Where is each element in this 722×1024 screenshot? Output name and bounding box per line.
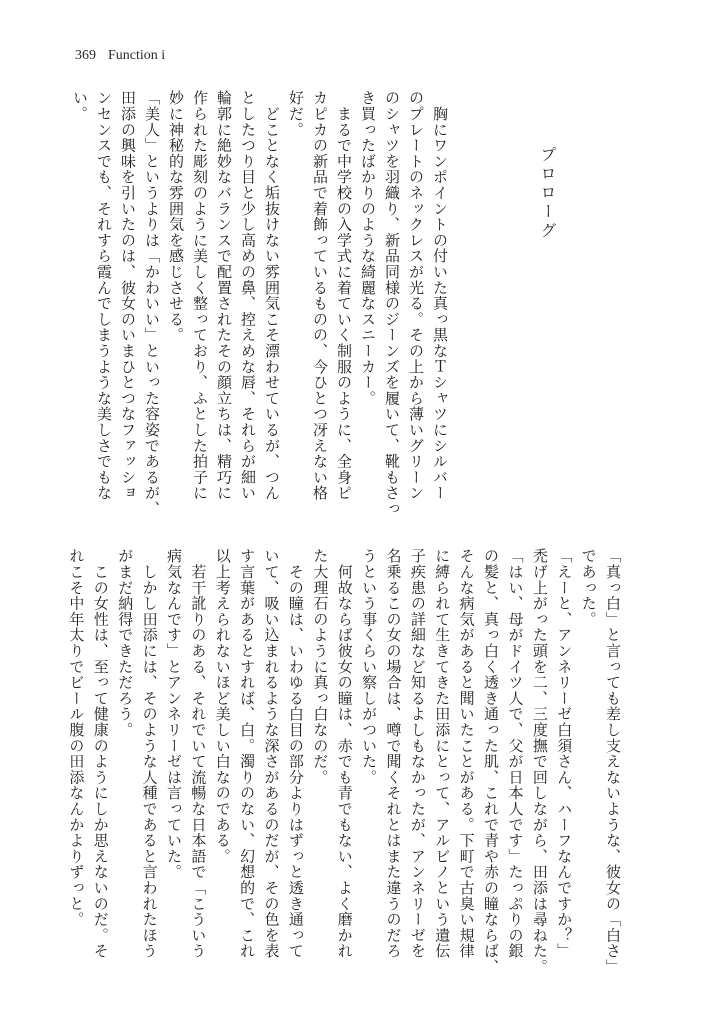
text-column: であった。 xyxy=(579,548,598,627)
text-column: まるで中学校の入学式に着ていく制服のように、全身ピ xyxy=(335,90,353,501)
text-column: た大理石のように真っ白なのだ。 xyxy=(311,548,330,785)
chapter-title: プロローグ xyxy=(538,146,557,241)
text-column: 「えーと、アンネリーゼ白須さん、ハーフなんですか？」 xyxy=(555,548,574,959)
text-column: 若干訛りのある、それでいて流暢な日本語で「こういう xyxy=(189,548,208,959)
text-column: 「真っ白」と言っても差し支えないような、彼女の「白さ」 xyxy=(604,548,622,975)
lower-text-block xyxy=(64,548,625,975)
text-column: ンセンスでも、それすら霞んでしまうような美しさでもな xyxy=(95,90,113,501)
text-column: そんな病気があると聞いたことがある。下町で古臭い規律 xyxy=(457,548,476,959)
text-column: す言葉があるとすれば、白。濁りのない、幻想的で、これ xyxy=(238,548,257,959)
text-column: 「はい、母がドイツ人で、父が日本人です」たっぷりの銀 xyxy=(506,548,525,959)
text-column: の髪と、真っ白く透き通った肌、これで青や赤の瞳ならば、 xyxy=(482,548,501,975)
text-column: 輪郭に絶妙なバランスで配置されたその顔立ちは、精巧に xyxy=(215,90,233,501)
running-header xyxy=(75,48,165,64)
text-column: き買ったばかりのような綺麗なスニーカー。 xyxy=(359,90,377,406)
text-column: れこそ中年太りでビール腹の田添なんかよりずっと。 xyxy=(67,548,86,928)
text-column: いて、吸い込まれるような深さがあるのだが、その色を表 xyxy=(262,548,281,959)
text-column: カピカの新品で着飾っているものの、今ひとつ冴えない格 xyxy=(311,90,329,501)
text-column: のプレートのネックレスが光る。その上から薄いグリーン xyxy=(407,90,425,501)
text-column: 胸にワンポイントの付いた真っ黒なＴシャツにシルバー xyxy=(431,90,449,501)
text-column: うという事くらい察しがついた。 xyxy=(360,548,379,785)
page-number: 369 xyxy=(75,48,96,63)
text-column: 「美人」というよりは「かわいい」といった容姿であるが、 xyxy=(143,90,161,517)
text-column: 妙に神秘的な雰囲気を感じさせる。 xyxy=(167,90,185,343)
text-column: 名乗るこの女の場合は、噂で聞くそれとはまた違うのだろ xyxy=(384,548,403,959)
text-column: 田添の興味を引いたのは、彼女のいまひとつなファッショ xyxy=(119,90,137,501)
text-column: 禿げ上がった頭を二、三度撫で回しながら、田添は尋ねた。 xyxy=(530,548,549,975)
text-column: 好だ。 xyxy=(287,90,305,138)
text-column: に縛られて生きてきた田添にとって、アルビノという遺伝 xyxy=(433,548,452,959)
text-column: 何故ならば彼女の瞳は、赤でも青でもない、よく磨かれ xyxy=(335,548,354,959)
text-column: その瞳は、いわゆる白目の部分よりはずっと透き通って xyxy=(286,548,305,959)
text-column: としたつり目と少し高めの鼻、控えめな唇、それらが細い xyxy=(239,90,257,501)
upper-text-block xyxy=(68,90,452,517)
text-column: 子疾患の詳細など知るよしもなかったが、アンネリーゼを xyxy=(408,548,427,959)
text-column: どことなく垢抜けない雰囲気こそ漂わせているが、つん xyxy=(263,90,281,501)
text-column: い。 xyxy=(71,90,89,122)
text-column: 作られた彫刻のように美しく整っており、ふとした拍子に xyxy=(191,90,209,501)
text-column: この女性は、至って健康のようにしか思えないのだ。そ xyxy=(91,548,110,959)
text-column: しかし田添には、そのような人種であると言われたほう xyxy=(140,548,159,959)
text-column: のシャツを羽織り、新品同様のジーンズを履いて、靴もさっ xyxy=(383,90,401,517)
text-column: がまだ納得できただろう。 xyxy=(116,548,135,738)
running-title: Function i xyxy=(108,48,166,63)
text-column: 以上考えられないほど美しい白なのである。 xyxy=(213,548,232,864)
text-column: 病気なんです」とアンネリーゼは言っていた。 xyxy=(164,548,183,880)
